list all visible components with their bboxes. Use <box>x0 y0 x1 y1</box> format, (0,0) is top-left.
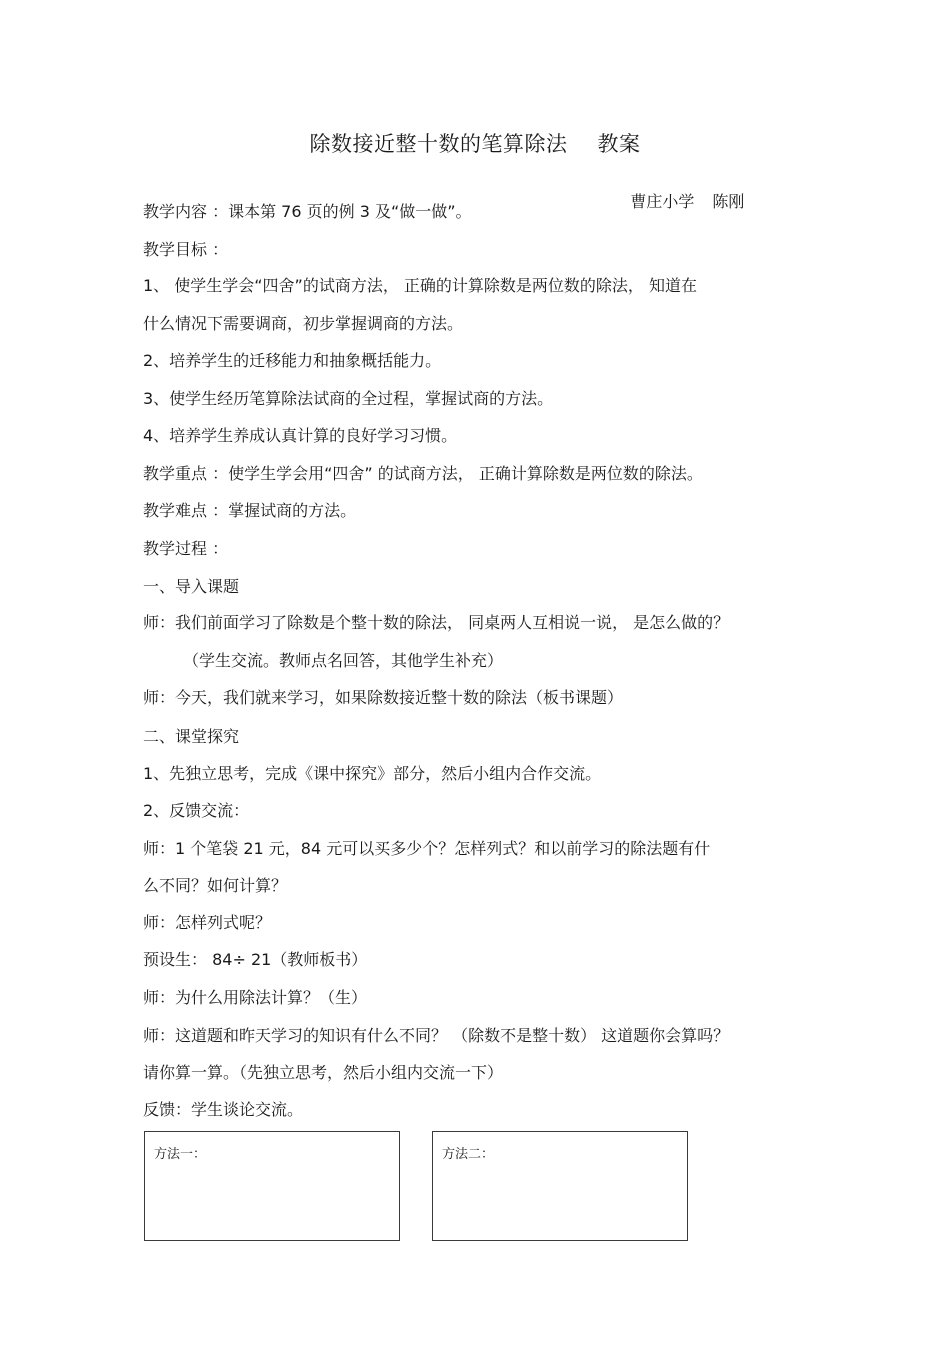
text-line: 教学目标 ： <box>143 240 229 259</box>
author-line <box>610 170 744 231</box>
text-line: 1、 使学生学会“四舍”的试商方法， 正确的计算除数是两位数的除法， 知道在 <box>143 276 698 295</box>
author-school: 曹庄小学 <box>630 192 695 211</box>
text-line: 请你算一算。（先独立思考，然后小组内交流一下） <box>143 1063 504 1082</box>
text-line: 教学重点 ：使学生学会用“四舍” 的试商方法， 正确计算除数是两位数的除法。 <box>143 464 703 483</box>
text-line: 师：为什么用除法计算？（生） <box>143 988 368 1007</box>
section-heading: 二、课堂探究 <box>143 727 240 746</box>
title-main: 除数接近整十数的笔算除法 <box>309 132 568 156</box>
text-line: 师：怎样列式呢？ <box>143 913 272 932</box>
method-one-box <box>144 1131 400 1241</box>
text-line: 1、先独立思考，完成《课中探究》部分，然后小组内合作交流。 <box>143 764 602 783</box>
text-line: 师：今天，我们就来学习，如果除数接近整十数的除法（板书课题） <box>143 688 624 707</box>
text-line: （学生交流。教师点名回答，其他学生补充） <box>183 651 504 670</box>
text-line: 教学过程 ： <box>143 539 229 558</box>
title-suffix: 教案 <box>597 132 641 156</box>
text-line: 4、培养学生养成认真计算的良好学习习惯。 <box>143 426 458 445</box>
document-title <box>0 128 950 158</box>
text-line: 2、培养学生的迁移能力和抽象概括能力。 <box>143 351 442 370</box>
text-line: 师：我们前面学习了除数是个整十数的除法， 同桌两人互相说一说， 是怎么做的？ <box>143 613 730 632</box>
author-name: 陈刚 <box>712 192 745 211</box>
text-line: 什么情况下需要调商，初步掌握调商的方法。 <box>143 314 464 333</box>
text-line: 师：这道题和昨天学习的知识有什么不同？ （除数不是整十数） 这道题你会算吗？ <box>143 1026 730 1045</box>
text-line: 教学难点 ：掌握试商的方法。 <box>143 501 357 520</box>
method-one-label: 方法一： <box>154 1147 207 1162</box>
text-line: 反馈：学生谈论交流。 <box>143 1100 304 1119</box>
text-line: 教学内容 ：课本第 76 页的例 3 及“做一做”。 <box>143 202 472 221</box>
section-heading: 一、导入课题 <box>143 577 240 596</box>
text-line: 么不同？如何计算？ <box>143 876 288 895</box>
method-two-box <box>432 1131 688 1241</box>
text-line: 2、反馈交流： <box>143 801 250 820</box>
text-line: 预设生： 84÷ 21（教师板书） <box>143 950 368 969</box>
text-line: 3、使学生经历笔算除法试商的全过程，掌握试商的方法。 <box>143 389 554 408</box>
method-two-label: 方法二： <box>442 1147 495 1162</box>
text-line: 师：1 个笔袋 21 元，84 元可以买多少个？怎样列式？和以前学习的除法题有什 <box>143 839 711 858</box>
